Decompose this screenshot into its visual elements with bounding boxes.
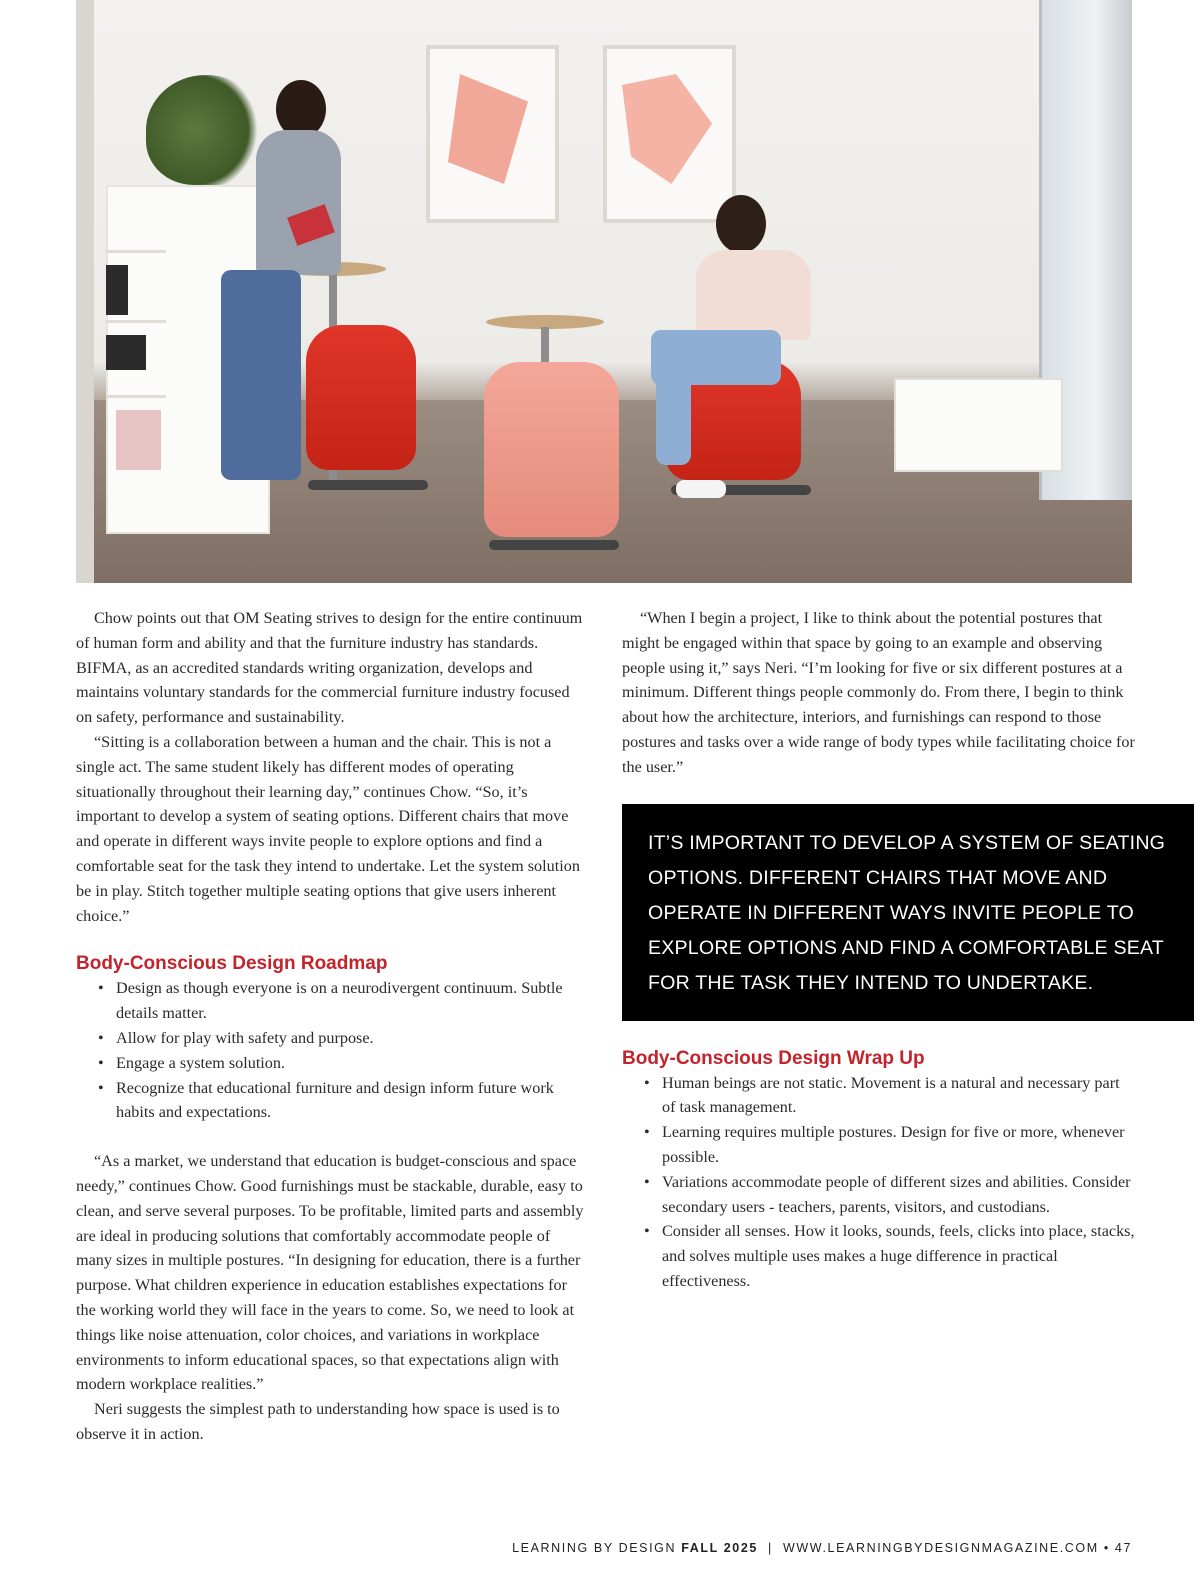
- list-item: • Engage a system solution.: [116, 1051, 586, 1076]
- person-sweater: [696, 250, 811, 340]
- body-paragraph: Chow points out that OM Seating strives to design for the entire continuum of human form and ability and that the furniture industry has standards. BIFMA, as an accredited standards writing organization, develops and maintains voluntary standards for the commercial furniture industry focused on safety, performance and sustainability.: [76, 609, 583, 727]
- wrapup-list: [622, 1071, 1137, 1294]
- footer-divider: |: [768, 1541, 773, 1555]
- shelf-divider: [106, 395, 166, 398]
- chair-base: [308, 480, 428, 490]
- wall-art-frame: [426, 45, 559, 223]
- left-column: [76, 606, 586, 1447]
- page-footer: [512, 1541, 1132, 1555]
- potted-plant: [146, 75, 266, 185]
- right-column: [622, 606, 1166, 1294]
- abstract-artwork: [622, 74, 712, 184]
- magazine-name: LEARNING BY DESIGN: [512, 1541, 677, 1555]
- person-shirt: [256, 130, 341, 275]
- wrapup-heading: Body-Conscious Design Wrap Up: [622, 1047, 925, 1069]
- website-url[interactable]: WWW.LEARNINGBYDESIGNMAGAZINE.COM: [782, 1541, 1099, 1555]
- white-bench: [894, 378, 1063, 472]
- body-paragraph: “When I begin a project, I like to think about the potential postures that might be engaged within that space by going to an example and observing people using it,” says Neri. “I’m looking for five or six different postures at a minimum. Different things people commonly do. From there, I begin to think about how the architecture, interiors, and furnishings can respond to those postures and tasks over a wide range of body types while facilitating choice for the user.”: [622, 609, 1135, 776]
- pull-quote: IT’S IMPORTANT TO DEVELOP A SYSTEM OF SEATING OPTIONS. DIFFERENT CHAIRS THAT MOVE AND OPERATE IN DIFFERENT WAYS INVITE PEOPLE TO EXPLORE OPTIONS AND FIND A COMFORTABLE SEAT FOR THE TASK THEY INTEND TO UNDERTAKE.: [622, 804, 1194, 1021]
- storage-box: [106, 335, 146, 370]
- list-item: • Variations accommodate people of different sizes and abilities. Consider secondary users - teachers, parents, visitors, and custodians.: [662, 1170, 1137, 1220]
- list-item: • Consider all senses. How it looks, sounds, feels, clicks into place, stacks, and solves multiple uses makes a huge difference in practical effectiveness.: [662, 1219, 1137, 1293]
- sneaker: [676, 480, 726, 498]
- hero-photo: [76, 0, 1132, 583]
- chair-base: [489, 540, 619, 550]
- books: [116, 410, 161, 470]
- list-item: • Design as though everyone is on a neurodivergent continuum. Subtle details matter.: [116, 976, 586, 1026]
- list-item: • Human beings are not static. Movement is a natural and necessary part of task management.: [662, 1071, 1137, 1121]
- issue-label: FALL 2025: [681, 1541, 758, 1555]
- person-jeans: [221, 270, 301, 480]
- red-chair: [306, 325, 416, 470]
- page-number: 47: [1114, 1541, 1132, 1555]
- roadmap-list: [76, 976, 586, 1125]
- shelf-divider: [106, 250, 166, 253]
- roadmap-heading: Body-Conscious Design Roadmap: [76, 953, 388, 975]
- list-item: • Learning requires multiple postures. Design for five or more, whenever possible.: [662, 1120, 1137, 1170]
- shelf-divider: [106, 320, 166, 323]
- abstract-artwork: [448, 74, 528, 184]
- footer-bullet: •: [1103, 1541, 1110, 1555]
- list-item: • Recognize that educational furniture and design inform future work habits and expectations.: [116, 1076, 586, 1126]
- pink-chair: [484, 362, 619, 537]
- wall-art-frame: [603, 45, 736, 223]
- person-head: [716, 195, 766, 253]
- list-item: • Allow for play with safety and purpose.: [116, 1026, 586, 1051]
- body-paragraph: Neri suggests the simplest path to understanding how space is used is to observe it in action.: [76, 1400, 560, 1443]
- body-paragraph: “As a market, we understand that education is budget-conscious and space needy,” continues Chow. Good furnishings must be stackable, durable, easy to clean, and serve several purposes. To be profitable, limited parts and assembly are ideal in producing solutions that comfortably accommodate people of many sizes in multiple postures. “In designing for education, there is a further purpose. What children experience in education establishes expectations for the working world they will face in the years to come. So, we need to look at things like noise attenuation, color choices, and variations in workplace environments to inform educational spaces, so that expectations align with modern workplace realities.”: [76, 1152, 584, 1394]
- body-paragraph: “Sitting is a collaboration between a human and the chair. This is not a single act. The same student likely has different modes of operating situationally throughout their learning day,” continues Chow. “So, it’s important to develop a system of seating options. Different chairs that move and operate in different ways invite people to explore options and find a comfortable seat for the task they intend to undertake. Let the system solution be in play. Stitch together multiple seating options that give users inherent choice.”: [76, 732, 580, 925]
- storage-box: [106, 265, 128, 315]
- wall-pillar: [76, 0, 94, 583]
- person-jeans: [656, 370, 691, 465]
